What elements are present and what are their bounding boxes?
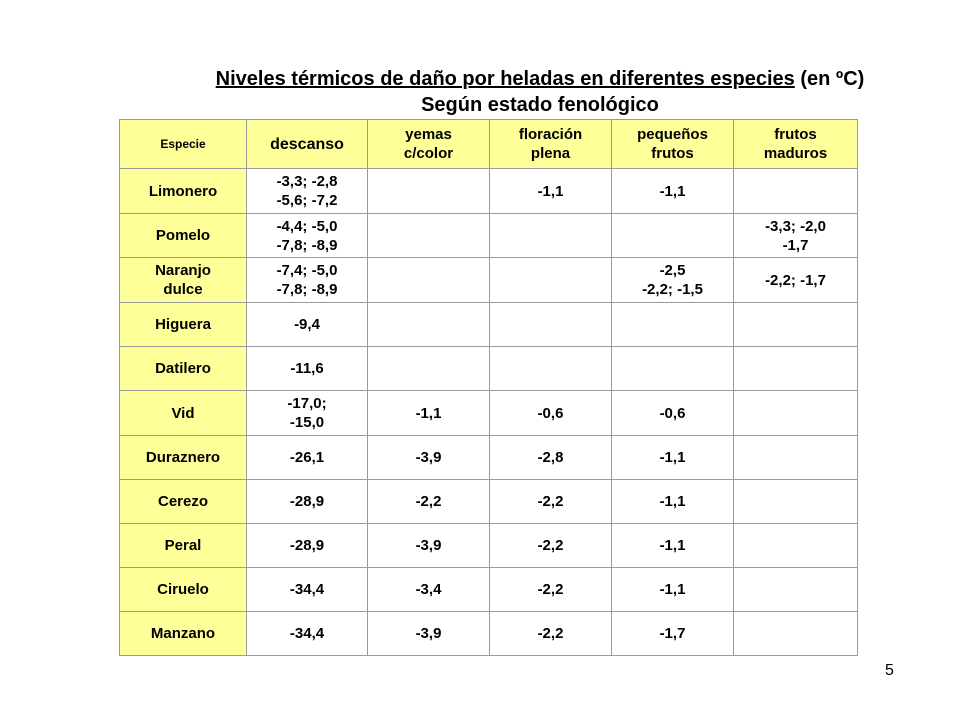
temperature-cell: -26,1 [247,436,368,480]
temperature-cell: -4,4; -5,0 -7,8; -8,9 [247,214,368,258]
temperature-cell: -2,5 -2,2; -1,5 [612,258,734,303]
temperature-cell: -1,1 [612,568,734,612]
table-row [120,258,858,303]
temperature-cell [490,347,612,391]
temperature-cell: -2,2; -1,7 [734,258,858,303]
table-row [120,568,858,612]
species-cell: Higuera [120,303,247,347]
temperature-cell: -28,9 [247,524,368,568]
temperature-cell [612,303,734,347]
table-row [120,347,858,391]
temperature-cell: -1,1 [612,169,734,214]
species-cell: Manzano [120,612,247,656]
temperature-cell: -3,9 [368,436,490,480]
temperature-cell: -34,4 [247,612,368,656]
header-yemas: yemas c/color [368,120,490,169]
species-cell: Vid [120,391,247,436]
temperature-cell [734,303,858,347]
temperature-cell [734,568,858,612]
temperature-cell: -1,1 [368,391,490,436]
temperature-cell: -7,4; -5,0 -7,8; -8,9 [247,258,368,303]
temperature-cell [490,258,612,303]
temperature-cell: -1,1 [490,169,612,214]
temperature-cell [612,347,734,391]
temperature-cell [490,303,612,347]
title-main: Niveles térmicos de daño por heladas en diferentes especies [215,68,795,90]
species-cell: Datilero [120,347,247,391]
temperature-cell: -2,2 [490,568,612,612]
temperature-cell: -3,3; -2,8 -5,6; -7,2 [247,169,368,214]
frost-damage-table [119,119,858,656]
temperature-cell: -17,0; -15,0 [247,391,368,436]
temperature-cell: -3,4 [368,568,490,612]
temperature-cell: -0,6 [612,391,734,436]
temperature-cell [734,480,858,524]
species-cell: Cerezo [120,480,247,524]
header-floracion: floración plena [490,120,612,169]
temperature-cell: -3,3; -2,0 -1,7 [734,214,858,258]
temperature-cell: -1,1 [612,436,734,480]
page-number: 5 [885,662,894,679]
table-row [120,303,858,347]
species-cell: Peral [120,524,247,568]
title-units: (en ºC) [794,68,865,90]
temperature-cell: -34,4 [247,568,368,612]
header-frutos-maduros: frutos maduros [734,120,858,169]
title-line-1 [60,67,960,91]
temperature-cell: -1,7 [612,612,734,656]
temperature-cell: -2,2 [490,524,612,568]
table-row [120,480,858,524]
temperature-cell [734,169,858,214]
table-row [120,612,858,656]
temperature-cell [490,214,612,258]
temperature-cell: -1,1 [612,524,734,568]
temperature-cell [368,258,490,303]
table-row [120,436,858,480]
temperature-cell [368,169,490,214]
species-cell: Duraznero [120,436,247,480]
header-pequenos-frutos: pequeños frutos [612,120,734,169]
temperature-cell: -28,9 [247,480,368,524]
temperature-cell: -9,4 [247,303,368,347]
header-especie: Especie [120,120,247,169]
temperature-cell [368,347,490,391]
temperature-cell [368,214,490,258]
temperature-cell: -2,8 [490,436,612,480]
temperature-cell: -11,6 [247,347,368,391]
title-line-2: Según estado fenológico [421,94,659,116]
table-row [120,391,858,436]
table-row [120,169,858,214]
header-descanso: descanso [247,120,368,169]
temperature-cell [612,214,734,258]
species-cell: Ciruelo [120,568,247,612]
temperature-cell [734,436,858,480]
table-row [120,214,858,258]
species-cell: Pomelo [120,214,247,258]
species-cell: Limonero [120,169,247,214]
species-cell: Naranjo dulce [120,258,247,303]
temperature-cell [734,524,858,568]
temperature-cell [734,347,858,391]
temperature-cell [368,303,490,347]
temperature-cell: -3,9 [368,612,490,656]
table-row [120,524,858,568]
header-row [120,120,858,169]
temperature-cell [734,391,858,436]
temperature-cell: -3,9 [368,524,490,568]
temperature-cell: -0,6 [490,391,612,436]
table-body [120,169,858,656]
temperature-cell [734,612,858,656]
temperature-cell: -2,2 [490,612,612,656]
temperature-cell: -2,2 [368,480,490,524]
temperature-cell: -1,1 [612,480,734,524]
temperature-cell: -2,2 [490,480,612,524]
